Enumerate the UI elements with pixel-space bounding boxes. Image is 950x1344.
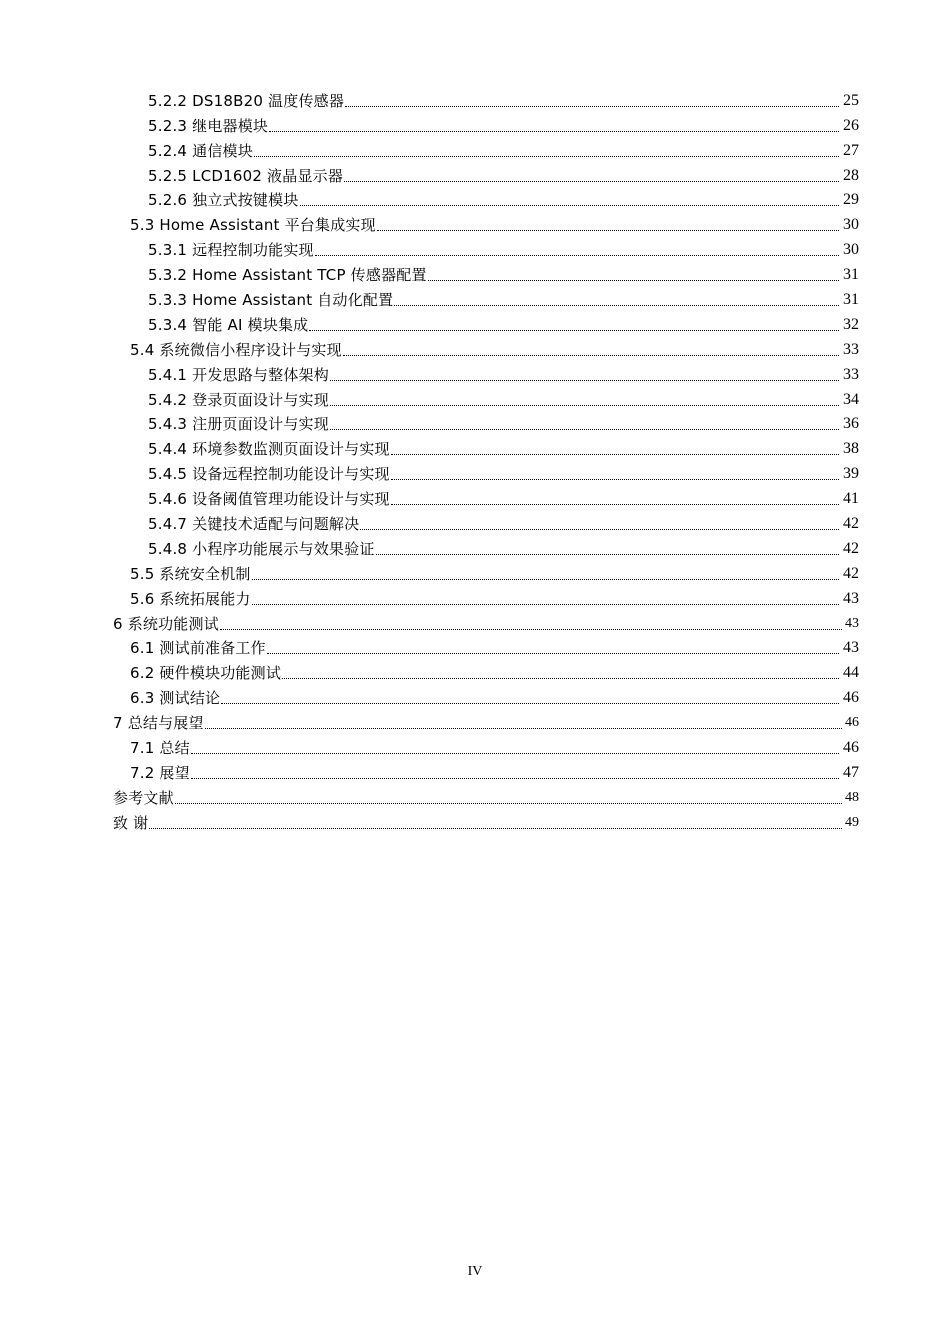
toc-dot-leader (315, 255, 839, 256)
toc-dot-leader (149, 828, 842, 829)
toc-entry-page-number: 30 (843, 241, 859, 259)
toc-entry[interactable] (0, 462, 950, 487)
toc-entry[interactable] (0, 612, 950, 637)
toc-entry-label: 7.2 展望 (130, 763, 190, 782)
toc-entry-page-number: 48 (845, 789, 859, 805)
toc-entry-label: 6.1 测试前准备工作 (130, 639, 266, 658)
toc-entry-page-number: 43 (843, 639, 859, 657)
toc-dot-leader (309, 330, 839, 331)
toc-entry-page-number: 46 (843, 689, 859, 707)
toc-entry-label: 5.3 Home Assistant 平台集成实现 (130, 216, 376, 235)
toc-entry-label: 5.2.2 DS18B20 温度传感器 (148, 91, 345, 110)
toc-entry-page-number: 46 (843, 739, 859, 757)
toc-entry[interactable] (0, 686, 950, 711)
toc-entry[interactable] (0, 313, 950, 338)
toc-entry-label: 6.3 测试结论 (130, 689, 221, 708)
toc-entry-label: 5.4.8 小程序功能展示与效果验证 (148, 539, 375, 558)
toc-entry-page-number: 27 (843, 141, 859, 159)
toc-entry-label: 5.2.3 继电器模块 (148, 116, 269, 135)
toc-entry[interactable] (0, 761, 950, 786)
toc-entry[interactable] (0, 189, 950, 214)
toc-entry-page-number: 43 (843, 589, 859, 607)
toc-entry[interactable] (0, 338, 950, 363)
toc-dot-leader (191, 778, 839, 779)
toc-entry-page-number: 31 (843, 266, 859, 284)
toc-entry-page-number: 31 (843, 291, 859, 309)
toc-entry[interactable] (0, 164, 950, 189)
toc-entry-label: 5.3.1 远程控制功能实现 (148, 241, 314, 260)
toc-entry[interactable] (0, 139, 950, 164)
toc-dot-leader (191, 753, 839, 754)
toc-entry-label: 5.4.4 环境参数监测页面设计与实现 (148, 440, 390, 459)
toc-entry-page-number: 47 (843, 763, 859, 781)
toc-entry-label: 5.2.6 独立式按键模块 (148, 191, 299, 210)
toc-entry-label: 5.6 系统拓展能力 (130, 589, 251, 608)
toc-entry-label: 6 系统功能测试 (113, 614, 219, 633)
toc-dot-leader (391, 479, 839, 480)
toc-entry-label: 6.2 硬件模块功能测试 (130, 664, 282, 683)
toc-entry[interactable] (0, 437, 950, 462)
toc-entry-page-number: 30 (843, 216, 859, 234)
toc-entry[interactable] (0, 363, 950, 388)
toc-entry-page-number: 39 (843, 465, 859, 483)
toc-dot-leader (221, 703, 839, 704)
toc-dot-leader (252, 604, 839, 605)
toc-dot-leader (175, 803, 842, 804)
toc-dot-leader (205, 728, 842, 729)
toc-dot-leader (345, 106, 839, 107)
toc-entry[interactable] (0, 512, 950, 537)
toc-dot-leader (377, 230, 839, 231)
toc-entry-label: 5.4.7 关键技术适配与问题解决 (148, 515, 360, 534)
toc-dot-leader (220, 629, 842, 630)
toc-entry[interactable] (0, 637, 950, 662)
toc-entry[interactable] (0, 736, 950, 761)
toc-dot-leader (330, 429, 839, 430)
toc-entry-page-number: 26 (843, 116, 859, 134)
toc-entry-page-number: 33 (843, 365, 859, 383)
toc-dot-leader (330, 405, 839, 406)
toc-entry-page-number: 32 (843, 315, 859, 333)
toc-entry-page-number: 42 (843, 539, 859, 557)
toc-entry-label: 7 总结与展望 (113, 714, 204, 733)
toc-entry-page-number: 49 (845, 814, 859, 830)
toc-dot-leader (254, 156, 839, 157)
toc-entry-page-number: 36 (843, 415, 859, 433)
toc-dot-leader (300, 205, 839, 206)
toc-entry-label: 7.1 总结 (130, 739, 190, 758)
toc-entry-page-number: 28 (843, 166, 859, 184)
toc-entry[interactable] (0, 213, 950, 238)
toc-entry-label: 5.5 系统安全机制 (130, 564, 251, 583)
toc-entry[interactable] (0, 288, 950, 313)
toc-entry-page-number: 33 (843, 340, 859, 358)
toc-entry[interactable] (0, 587, 950, 612)
toc-entry-label: 5.4.3 注册页面设计与实现 (148, 415, 329, 434)
toc-entry-page-number: 34 (843, 390, 859, 408)
toc-entry-label: 致 谢 (113, 813, 149, 832)
toc-entry[interactable] (0, 786, 950, 811)
table-of-contents (0, 89, 950, 836)
toc-entry-label: 5.3.4 智能 AI 模块集成 (148, 315, 309, 334)
toc-entry-page-number: 46 (845, 715, 859, 731)
toc-entry-page-number: 42 (843, 564, 859, 582)
toc-dot-leader (343, 355, 839, 356)
toc-entry[interactable] (0, 89, 950, 114)
toc-dot-leader (428, 280, 839, 281)
toc-dot-leader (376, 554, 839, 555)
toc-entry-label: 5.2.5 LCD1602 液晶显示器 (148, 166, 344, 185)
toc-entry-label: 5.4.6 设备阈值管理功能设计与实现 (148, 490, 390, 509)
toc-entry[interactable] (0, 562, 950, 587)
toc-dot-leader (330, 380, 839, 381)
toc-entry-label: 5.4.5 设备远程控制功能设计与实现 (148, 465, 390, 484)
toc-dot-leader (344, 181, 839, 182)
toc-entry-page-number: 41 (843, 490, 859, 508)
toc-dot-leader (252, 579, 839, 580)
toc-entry[interactable] (0, 388, 950, 413)
toc-entry-page-number: 42 (843, 515, 859, 533)
toc-entry[interactable] (0, 537, 950, 562)
toc-entry-label: 5.2.4 通信模块 (148, 141, 253, 160)
toc-entry[interactable] (0, 487, 950, 512)
toc-entry[interactable] (0, 811, 950, 836)
toc-entry-page-number: 43 (845, 615, 859, 631)
toc-dot-leader (269, 131, 839, 132)
toc-entry-label: 参考文献 (113, 788, 174, 807)
toc-dot-leader (282, 678, 839, 679)
toc-entry-page-number: 44 (843, 664, 859, 682)
toc-entry-page-number: 29 (843, 191, 859, 209)
toc-entry[interactable] (0, 711, 950, 736)
toc-entry[interactable] (0, 413, 950, 438)
toc-entry-label: 5.3.3 Home Assistant 自动化配置 (148, 291, 394, 310)
toc-entry[interactable] (0, 661, 950, 686)
toc-dot-leader (360, 529, 839, 530)
toc-entry-page-number: 38 (843, 440, 859, 458)
toc-entry-page-number: 25 (843, 91, 859, 109)
toc-dot-leader (394, 305, 839, 306)
toc-entry-label: 5.4.2 登录页面设计与实现 (148, 390, 329, 409)
toc-entry[interactable] (0, 238, 950, 263)
toc-dot-leader (267, 653, 839, 654)
toc-entry-label: 5.3.2 Home Assistant TCP 传感器配置 (148, 266, 427, 285)
toc-entry[interactable] (0, 114, 950, 139)
toc-dot-leader (391, 454, 839, 455)
toc-entry-label: 5.4.1 开发思路与整体架构 (148, 365, 329, 384)
page-number: IV (467, 1264, 483, 1279)
toc-entry[interactable] (0, 263, 950, 288)
toc-dot-leader (391, 504, 839, 505)
toc-entry-label: 5.4 系统微信小程序设计与实现 (130, 340, 342, 359)
